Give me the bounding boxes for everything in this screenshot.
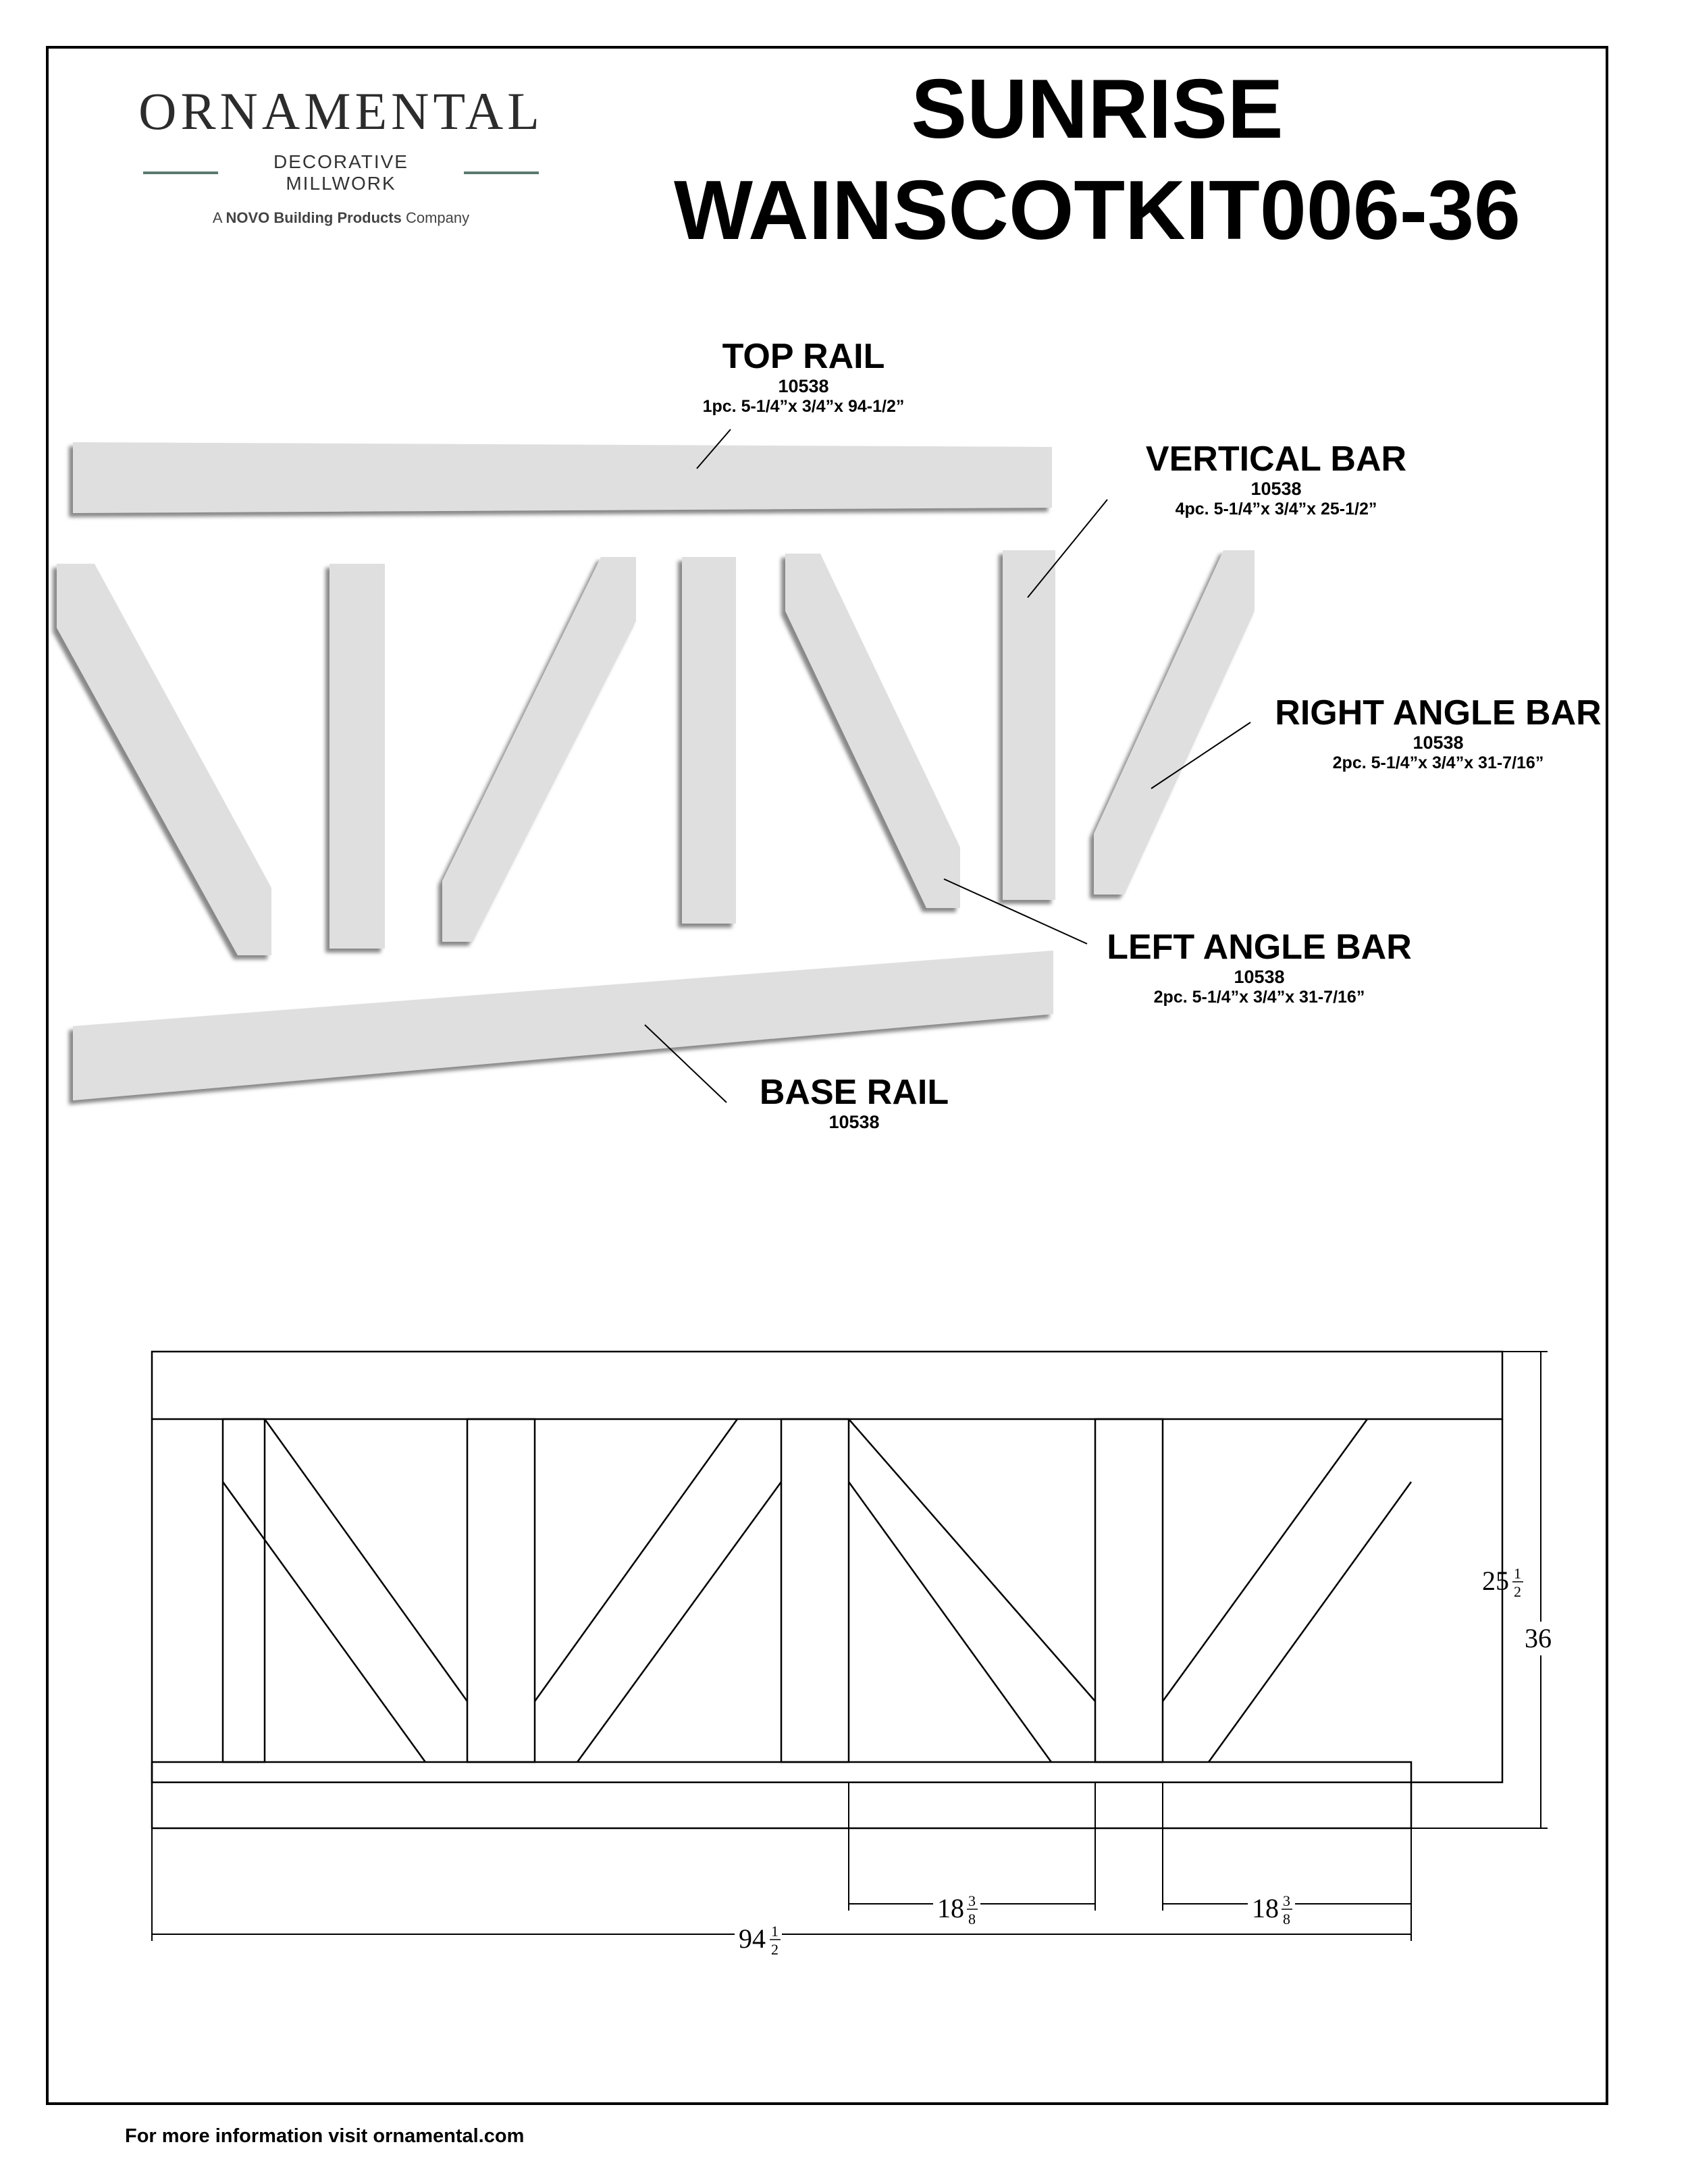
logo-wordmark: ORNAMENTAL xyxy=(138,82,544,140)
logo-tagline: DECORATIVE MILLWORK xyxy=(273,151,408,194)
dim-bay-left-whole: 18 xyxy=(937,1893,964,1923)
top-rail-code: 10538 xyxy=(778,376,829,397)
footer-info: For more information visit ornamental.com xyxy=(125,2125,525,2147)
base-rail-code: 10538 xyxy=(828,1112,880,1133)
dim-bay-right-whole: 18 xyxy=(1252,1893,1279,1923)
top-rail-spec: 1pc. 5-1/4”x 3/4”x 94-1/2” xyxy=(702,397,905,417)
right-angle-bar-name: RIGHT ANGLE BAR xyxy=(1275,693,1602,733)
right-angle-bar-spec: 2pc. 5-1/4”x 3/4”x 31-7/16” xyxy=(1332,753,1544,773)
title-line-1: SUNRISE xyxy=(911,63,1284,156)
vertical-bar-spec: 4pc. 5-1/4”x 3/4”x 25-1/2” xyxy=(1175,500,1377,519)
dim-panel-height-whole: 25 xyxy=(1482,1566,1509,1596)
left-angle-bar-name: LEFT ANGLE BAR xyxy=(1107,928,1412,967)
dim-panel-height-label xyxy=(1482,1565,1523,1600)
logo-company-prefix: A xyxy=(212,209,222,226)
base-rail-name: BASE RAIL xyxy=(759,1073,949,1112)
vertical-bar-name: VERTICAL BAR xyxy=(1145,440,1407,479)
left-angle-bar-spec: 2pc. 5-1/4”x 3/4”x 31-7/16” xyxy=(1153,988,1365,1007)
dim-bay-left-numerator: 3 xyxy=(968,1892,976,1909)
right-angle-bar-code: 10538 xyxy=(1413,733,1464,753)
dim-overall-width-denominator: 2 xyxy=(771,1941,779,1958)
logo-company-suffix: Company xyxy=(405,209,470,226)
dim-bay-right-label xyxy=(1248,1889,1295,1927)
dim-panel-height-denominator: 2 xyxy=(1514,1583,1521,1600)
left-angle-bar-code: 10538 xyxy=(1234,967,1285,988)
dim-bay-left-denominator: 8 xyxy=(968,1911,976,1927)
vertical-bar-code: 10538 xyxy=(1250,479,1302,500)
dim-bay-right-denominator: 8 xyxy=(1283,1911,1290,1927)
dim-overall-width-label xyxy=(735,1917,782,1958)
top-rail-name: TOP RAIL xyxy=(722,337,885,376)
dim-overall-width-whole: 94 xyxy=(739,1923,766,1954)
dim-bay-left-label xyxy=(933,1889,980,1927)
dim-overall-height-value: 36 xyxy=(1525,1623,1552,1653)
logo-company-brand: NOVO Building Products xyxy=(226,209,402,226)
dim-overall-height-label xyxy=(1522,1622,1560,1655)
title-line-2: WAINSCOTKIT006-36 xyxy=(673,164,1521,257)
dim-panel-height-numerator: 1 xyxy=(1514,1565,1521,1582)
dim-bay-right-numerator: 3 xyxy=(1283,1892,1290,1909)
dim-overall-width-numerator: 1 xyxy=(771,1923,779,1940)
